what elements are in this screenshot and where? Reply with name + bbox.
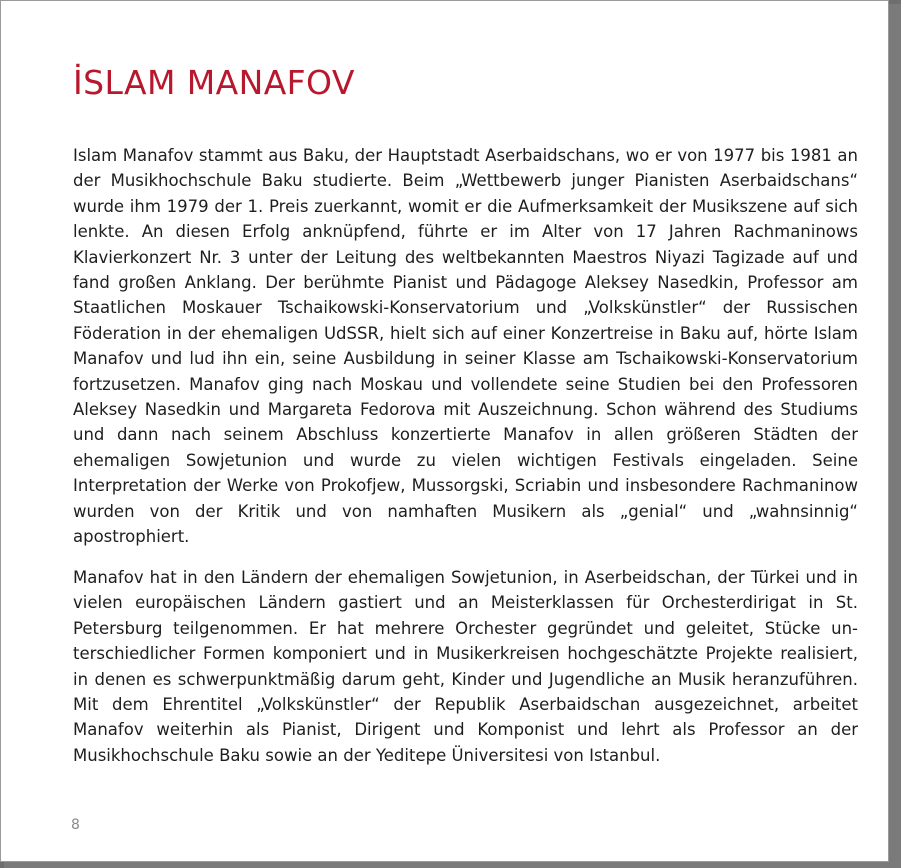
page-title: İSLAM MANAFOV	[73, 63, 355, 102]
biography-paragraph-1: Islam Manafov stammt aus Baku, der Hauptstadt Aserbaidschans, wo er von 1977 bis 1981 an der Musikhochschule Baku studierte. Beim „Wettbewerb junger Pianisten Aserbaidschans“ wurde ihm 1979 der 1. Preis zuerkannt, womit er die Aufmerksamkeit der Musikszene auf sich lenkte. An diesen Erfolg anknüpfend, führte er im Alter von 17 Jahren Rachmaninows Klavierkonzert Nr. 3 unter der Leitung des weltbekannten Maestros Niyazi Tagizade auf und fand großen Anklang. Der berühmte Pianist und Pädagoge Aleksey Nasedkin, Professor am Staatlichen Moskauer Tschaikowski-Konservatorium und „Volkskünstler“ der Russischen Föderation in der ehemaligen UdSSR, hielt sich auf einer Konzertreise in Baku auf, hörte Islam Manafov und lud ihn ein, seine Ausbildung in seiner Klasse am Tschaikowski-Konservatorium fortzusetzen. Manafov ging nach Moskau und vollendete seine Studien bei den Professoren Aleksey Nasedkin und Margareta Fedorova mit Auszeichnung. Schon während des Studiums und dann nach seinem Abschluss konzertierte Manafov in allen größeren Städten der ehemaligen Sowjetunion und wurde zu vielen wichtigen Festivals eingeladen. Seine Interpretation der Werke von Prokofjew, Mussorgski, Scriabin und insbesondere Rachmaninow wurden von der Kritik und von namhaften Musikern als „genial“ und „wahnsinnig“ apostrophiert.	[73, 146, 858, 547]
page-number: 8	[71, 817, 80, 833]
page-shadow-bottom	[4, 862, 901, 868]
biography-paragraph-2: Manafov hat in den Ländern der ehemaligen Sowjetunion, in Aserbeidschan, der Türkei und in vielen europäischen Ländern gastiert und an Meisterklassen für Orchesterdirigat in St. Petersburg teilgenommen. Er hat mehrere Orchester gegründet und geleitet, Stücke unterschiedlicher Formen komponiert und in Musikerkreisen hochgeschätzte Projekte realisiert, in denen es schwerpunktmäßig darum geht, Kinder und Jugendliche an Musik heranzuführen. Mit dem Ehrentitel „Volkskünstler“ der Republik Aserbaidschan ausgezeichnet, arbeitet Manafov weiterhin als Pianist, Dirigent und Komponist und lehrt als Professor an der Musikhochschule Baku sowie an der Yeditepe Üniversitesi von Istanbul.	[73, 568, 858, 765]
page-shadow-right	[889, 4, 901, 868]
